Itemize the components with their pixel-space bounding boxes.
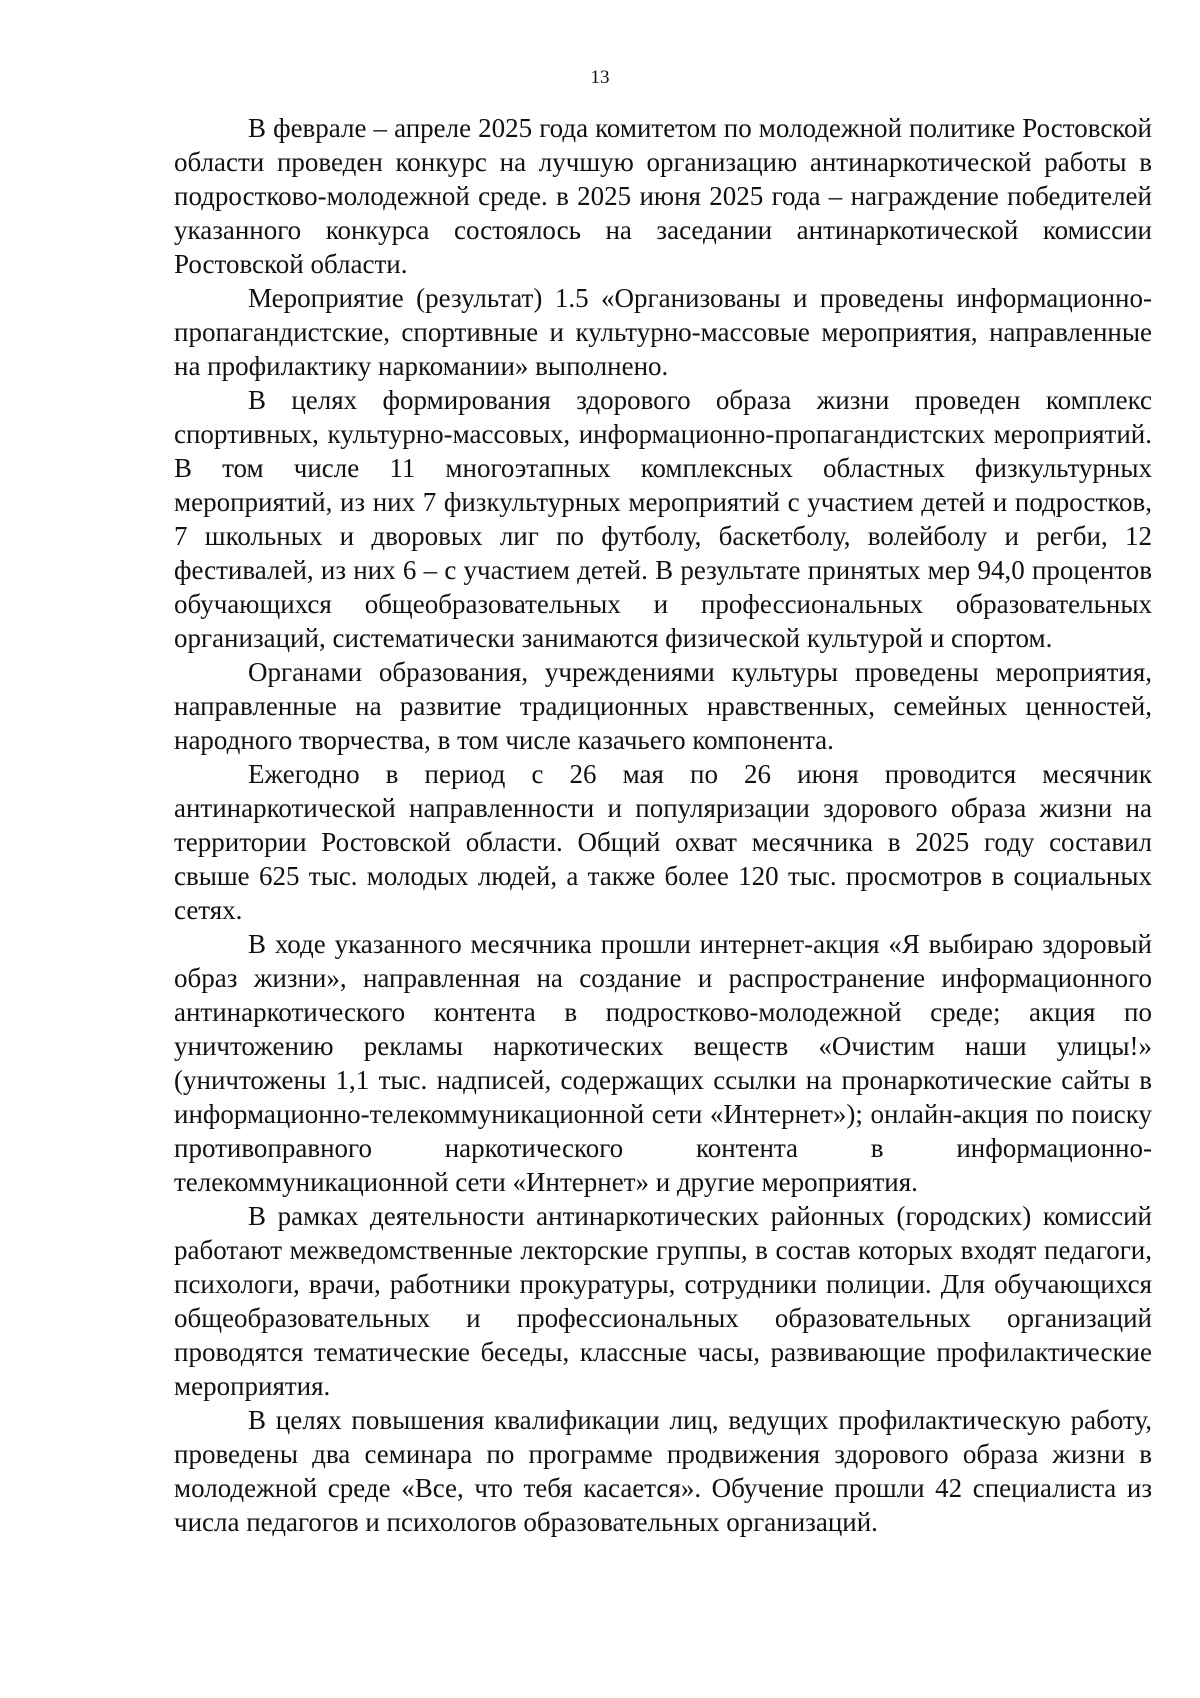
paragraph-internet-actions: В ходе указанного месячника прошли интернет-акция «Я выбираю здоровый образ жизни», направленная на создание и распространение информационного антинаркотического контента в подростково-молодежной среде; акция по уничтожению рекламы наркотических веществ «Очистим наши улицы!» (уничтожены 1,1 тыс. надписей, содержащих ссылки на пронаркотические сайты в информационно-телекоммуникационной сети «Интернет»); онлайн-акция по поиску противоправного наркотического контента в информационно-телекоммуникационной сети «Интернет» и другие мероприятия. <box>174 929 1152 1197</box>
paragraph-measure-1-5: Мероприятие (результат) 1.5 «Организованы и проведены информационно-пропагандистские, спортивные и культурно-массовые мероприятия, направленные на профилактику наркомании» выполнено. <box>174 283 1152 381</box>
paragraph-education-culture: Органами образования, учреждениями культуры проведены мероприятия, направленные на развитие традиционных нравственных, семейных ценностей, народного творчества, в том числе казачьего компонента. <box>174 657 1152 755</box>
paragraph-healthy-lifestyle: В целях формирования здорового образа жизни проведен комплекс спортивных, культурно-массовых, информационно-пропагандистских мероприятий. В том числе 11 многоэтапных комплексных областных физкультурных мероприятий, из них 7 физкультурных мероприятий с участием детей и подростков, 7 школьных и дворовых лиг по футболу, баскетболу, волейболу и регби, 12 фестивалей, из них 6 – с участием детей. В результате принятых мер 94,0 процентов обучающихся общеобразовательных и профессиональных образовательных организаций, систематически занимаются физической культурой и спортом. <box>174 385 1152 653</box>
page-number: 13 <box>590 67 610 88</box>
document-body <box>174 111 1152 1539</box>
paragraph-contest: В феврале – апреле 2025 года комитетом по молодежной политике Ростовской области проведен конкурс на лучшую организацию антинаркотической работы в подростково-молодежной среде. в 2025 июня 2025 года – награждение победителей указанного конкурса состоялось на заседании антинаркотической комиссии Ростовской области. <box>174 113 1152 279</box>
paragraph-lecture-groups: В рамках деятельности антинаркотических районных (городских) комиссий работают межведомственные лекторские группы, в состав которых входят педагоги, психологи, врачи, работники прокуратуры, сотрудники полиции. Для обучающихся общеобразовательных и профессиональных образовательных организаций проводятся тематические беседы, классные часы, развивающие профилактические мероприятия. <box>174 1201 1152 1401</box>
paragraph-seminars: В целях повышения квалификации лиц, ведущих профилактическую работу, проведены два семинара по программе продвижения здорового образа жизни в молодежной среде «Все, что тебя касается». Обучение прошли 42 специалиста из числа педагогов и психологов образовательных организаций. <box>174 1405 1152 1537</box>
paragraph-monthly-campaign: Ежегодно в период с 26 мая по 26 июня проводится месячник антинаркотической направленности и популяризации здорового образа жизни на территории Ростовской области. Общий охват месячника в 2025 году составил свыше 625 тыс. молодых людей, а также более 120 тыс. просмотров в социальных сетях. <box>174 759 1152 925</box>
